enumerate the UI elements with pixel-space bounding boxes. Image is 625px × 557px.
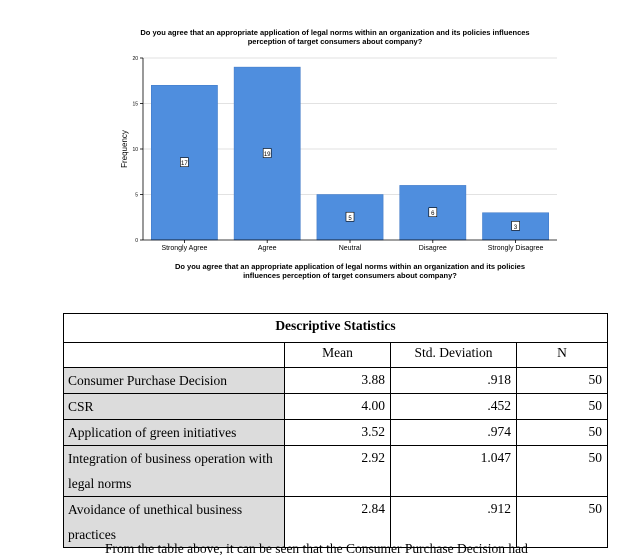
x-tick-label: Strongly Agree [161, 245, 208, 252]
table-row [64, 446, 608, 497]
table-row [64, 368, 608, 394]
row-n: 50 [517, 497, 608, 548]
data-label: 19 [263, 152, 271, 159]
row-label: Avoidance of unethical business practices [64, 497, 285, 548]
x-axis-ticks [161, 240, 543, 252]
x-tick-label: Neutral [338, 245, 362, 252]
row-sd: 1.047 [391, 446, 517, 497]
row-sd: .452 [391, 394, 517, 420]
data-label: 3 [513, 224, 518, 231]
row-mean: 2.84 [285, 497, 391, 548]
x-tick-label: Agree [257, 245, 277, 252]
y-tick-label: 10 [132, 147, 138, 153]
header-mean: Mean [285, 343, 391, 368]
header-blank [64, 343, 285, 368]
x-axis-label-line-2: influences perception of target consumers about company? [243, 271, 457, 280]
table-row [64, 420, 608, 446]
row-label: Consumer Purchase Decision [64, 368, 285, 394]
data-label: 6 [431, 211, 435, 218]
row-sd: .918 [391, 368, 517, 394]
row-mean: 2.92 [285, 446, 391, 497]
y-tick-label: 0 [135, 238, 138, 244]
y-axis-ticks [132, 56, 143, 244]
row-mean: 4.00 [285, 394, 391, 420]
table-title: Descriptive Statistics [64, 314, 608, 343]
body-text: From the table above, it can be seen that the Consumer Purchase Decision had [105, 541, 528, 556]
y-axis-label: Frequency [120, 130, 129, 168]
data-label: 17 [181, 161, 188, 168]
descriptive-statistics-table [63, 313, 608, 548]
row-mean: 3.52 [285, 420, 391, 446]
table-row [64, 497, 608, 548]
row-mean: 3.88 [285, 368, 391, 394]
row-label: CSR [64, 394, 285, 420]
row-sd: .974 [391, 420, 517, 446]
row-sd: .912 [391, 497, 517, 548]
x-tick-label: Strongly Disagree [487, 245, 544, 252]
row-n: 50 [517, 368, 608, 394]
header-n: N [517, 343, 608, 368]
header-std-deviation: Std. Deviation [391, 343, 517, 368]
row-label: Application of green initiatives [64, 420, 285, 446]
row-n: 50 [517, 420, 608, 446]
y-tick-label: 5 [135, 192, 138, 199]
row-label: Integration of business operation with legal norms [64, 446, 285, 497]
y-tick-label: 15 [132, 101, 138, 108]
y-tick-label: 20 [132, 56, 138, 62]
data-label: 5 [348, 215, 352, 222]
row-n: 50 [517, 446, 608, 497]
x-tick-label: Disagree [418, 245, 447, 252]
table-row [64, 394, 608, 420]
chart-title-line-1: Do you agree that an appropriate application of legal norms within an organization and its policies influences [140, 28, 530, 37]
x-axis-label-line-1: Do you agree that an appropriate application of legal norms within an organization and its policies [174, 262, 526, 271]
chart-bars [151, 67, 548, 240]
row-n: 50 [517, 394, 608, 420]
chart-title-line-2: perception of target consumers about company? [247, 37, 423, 46]
